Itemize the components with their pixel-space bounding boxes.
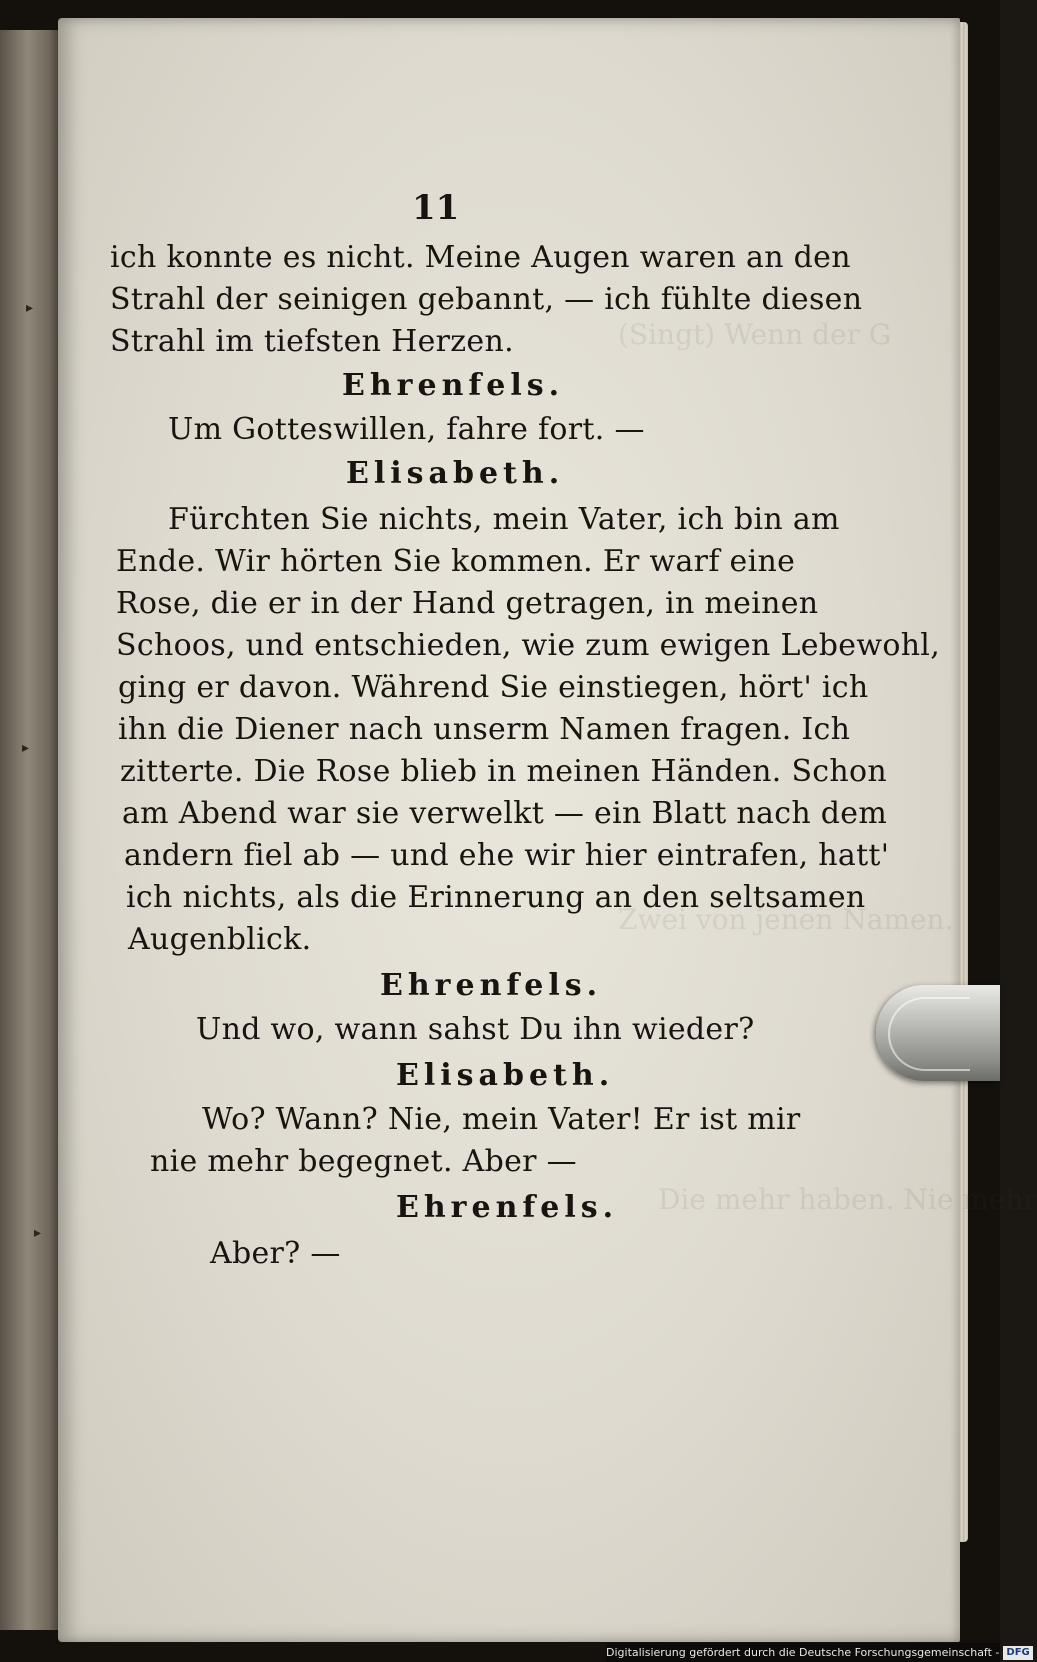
footer-credit — [606, 1643, 1030, 1662]
page-number: 11 — [412, 188, 460, 228]
text-line: Rose, die er in der Hand getragen, in meinen — [116, 586, 819, 621]
text-line: Augenblick. — [128, 922, 312, 957]
text-line: Ende. Wir hörten Sie kommen. Er warf eine — [116, 544, 796, 579]
text-line: Strahl der seinigen gebannt, — ich fühlte diesen — [110, 282, 863, 317]
text-line: Schoos, und entschieden, wie zum ewigen Lebewohl, — [116, 628, 941, 663]
text-line: ging er davon. Während Sie einstiegen, hört' ich — [118, 670, 869, 705]
dfg-logo: DFG — [1003, 1646, 1032, 1660]
text-line: Fürchten Sie nichts, mein Vater, ich bin am — [168, 502, 840, 537]
text-line: Aber? — — [210, 1236, 341, 1271]
speaker-name: Ehrenfels. — [380, 968, 603, 1003]
text-line: ich nichts, als die Erinnerung an den seltsamen — [126, 880, 866, 915]
text-line: zitterte. Die Rose blieb in meinen Händen. Schon — [120, 754, 888, 789]
text-line: andern fiel ab — und ehe wir hier eintrafen, hatt' — [124, 838, 890, 873]
text-line: am Abend war sie verwelkt — ein Blatt nach dem — [122, 796, 888, 831]
bookmark-clip — [876, 985, 1000, 1081]
speaker-name: Ehrenfels. — [396, 1190, 619, 1225]
footer-text: Digitalisierung gefördert durch die Deutsche Forschungsgemeinschaft - — [606, 1646, 1000, 1659]
text-line: ihn die Diener nach unserm Namen fragen. Ich — [118, 712, 851, 747]
text-line: Um Gotteswillen, fahre fort. — — [168, 412, 645, 447]
text-line: ich konnte es nicht. Meine Augen waren an den — [110, 240, 851, 275]
text-line: Strahl im tiefsten Herzen. — [110, 324, 514, 359]
speaker-name: Ehrenfels. — [342, 368, 565, 403]
text-line: Und wo, wann sahst Du ihn wieder? — [196, 1012, 755, 1047]
margin-mark: ▸ — [22, 740, 30, 756]
left-page-edge — [0, 30, 62, 1630]
text-line: Wo? Wann? Nie, mein Vater! Er ist mir — [202, 1102, 801, 1137]
speaker-name: Elisabeth. — [346, 456, 565, 491]
margin-mark: ▸ — [26, 300, 34, 316]
bleed-through-text: (Singt) Wenn der G — [618, 318, 892, 351]
margin-mark: ▸ — [34, 1225, 42, 1241]
speaker-name: Elisabeth. — [396, 1058, 615, 1093]
bleed-through-text: Zwei von jenen Namen. — [618, 903, 954, 936]
bleed-through-text: Die mehr haben. Nie mehr — [658, 1183, 1037, 1216]
text-line: nie mehr begegnet. Aber — — [150, 1144, 577, 1179]
